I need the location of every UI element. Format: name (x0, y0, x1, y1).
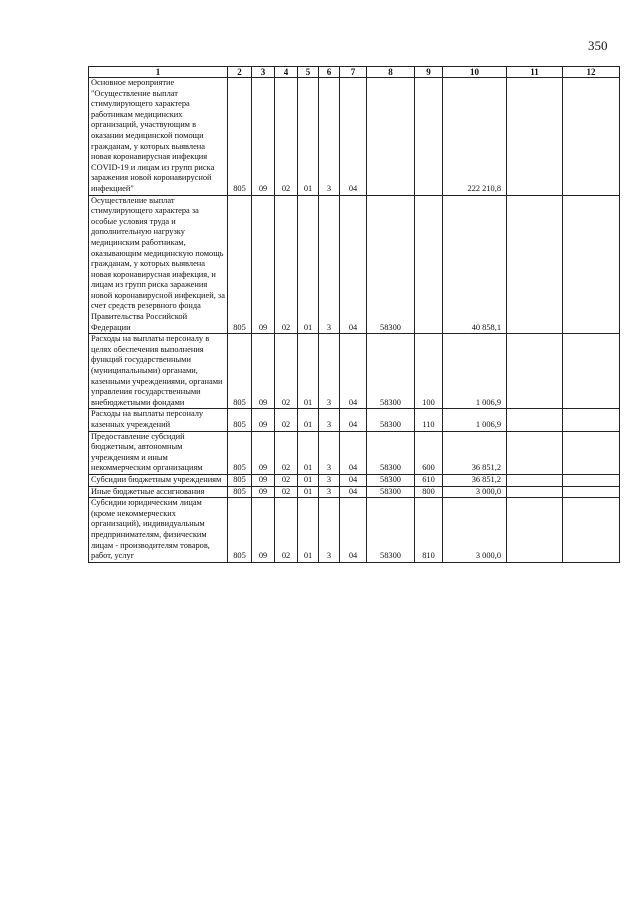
col-header: 7 (340, 67, 367, 78)
page-number: 350 (588, 38, 608, 53)
col-header: 1 (89, 67, 228, 78)
col-header: 2 (228, 67, 252, 78)
row-name: Расходы на выплаты персоналу казенных учреждений (89, 409, 228, 431)
cell-c3: 09 (252, 474, 275, 486)
cell-c7: 04 (340, 195, 367, 334)
cell-c10: 40 858,1 (443, 195, 507, 334)
cell-c7: 04 (340, 409, 367, 431)
cell-c7: 04 (340, 334, 367, 409)
table-row (89, 78, 620, 196)
cell-c8: 58300 (367, 431, 415, 474)
cell-c10: 1 006,9 (443, 334, 507, 409)
cell-c11 (507, 486, 563, 498)
cell-c8: 58300 (367, 334, 415, 409)
cell-c8: 58300 (367, 409, 415, 431)
cell-c8 (367, 78, 415, 196)
col-header: 9 (415, 67, 443, 78)
cell-c7: 04 (340, 486, 367, 498)
table-row (89, 498, 620, 563)
row-name: Расходы на выплаты персоналу в целях обеспечения выполнения функций государственными (муниципальными) органами, казенными учреждениями, органами управления государственными внебюджетными фондами (89, 334, 228, 409)
cell-c5: 01 (298, 195, 319, 334)
cell-c2: 805 (228, 486, 252, 498)
cell-c12 (563, 474, 620, 486)
cell-c5: 01 (298, 474, 319, 486)
cell-c12 (563, 486, 620, 498)
cell-c8: 58300 (367, 195, 415, 334)
col-header: 3 (252, 67, 275, 78)
cell-c6: 3 (319, 474, 340, 486)
row-name: Осуществление выплат стимулирующего характера за особые условия труда и дополнительную нагрузку медицинским работникам, оказывающим медицинскую помощь гражданам, у которых выявлена новая коронавирусная инфекция, и лицам из групп риска заражения новой коронавирусной инфекцией, за счет средств резервного фонда Правительства Российской Федерации (89, 195, 228, 334)
col-header: 8 (367, 67, 415, 78)
cell-c10: 1 006,9 (443, 409, 507, 431)
cell-c4: 02 (275, 498, 298, 563)
cell-c7: 04 (340, 78, 367, 196)
cell-c12 (563, 409, 620, 431)
cell-c2: 805 (228, 431, 252, 474)
cell-c5: 01 (298, 486, 319, 498)
cell-c10: 3 000,0 (443, 498, 507, 563)
cell-c9: 100 (415, 334, 443, 409)
cell-c4: 02 (275, 334, 298, 409)
cell-c3: 09 (252, 486, 275, 498)
cell-c11 (507, 334, 563, 409)
cell-c12 (563, 78, 620, 196)
cell-c3: 09 (252, 195, 275, 334)
cell-c6: 3 (319, 78, 340, 196)
cell-c2: 805 (228, 409, 252, 431)
cell-c4: 02 (275, 486, 298, 498)
cell-c9: 810 (415, 498, 443, 563)
row-name: Предоставление субсидий бюджетным, автономным учреждениям и иным некоммерческим организациям (89, 431, 228, 474)
row-name: Субсидии юридическим лицам (кроме некоммерческих организаций), индивидуальным предпринимателям, физическим лицам - производителям товаров, работ, услуг (89, 498, 228, 563)
cell-c5: 01 (298, 409, 319, 431)
cell-c7: 04 (340, 474, 367, 486)
cell-c10: 222 210,8 (443, 78, 507, 196)
cell-c12 (563, 195, 620, 334)
cell-c3: 09 (252, 78, 275, 196)
col-header: 6 (319, 67, 340, 78)
cell-c9: 800 (415, 486, 443, 498)
budget-table (88, 66, 620, 563)
cell-c11 (507, 474, 563, 486)
table-row (89, 431, 620, 474)
cell-c6: 3 (319, 195, 340, 334)
cell-c5: 01 (298, 334, 319, 409)
col-header: 4 (275, 67, 298, 78)
cell-c8: 58300 (367, 474, 415, 486)
row-name: Субсидии бюджетным учреждениям (89, 474, 228, 486)
cell-c2: 805 (228, 334, 252, 409)
cell-c6: 3 (319, 431, 340, 474)
table-row (89, 486, 620, 498)
cell-c2: 805 (228, 195, 252, 334)
cell-c11 (507, 78, 563, 196)
cell-c11 (507, 195, 563, 334)
cell-c8: 58300 (367, 498, 415, 563)
cell-c5: 01 (298, 431, 319, 474)
table-row (89, 474, 620, 486)
cell-c7: 04 (340, 498, 367, 563)
table-row (89, 409, 620, 431)
cell-c5: 01 (298, 498, 319, 563)
cell-c9 (415, 195, 443, 334)
cell-c9: 110 (415, 409, 443, 431)
col-header: 12 (563, 67, 620, 78)
cell-c6: 3 (319, 498, 340, 563)
table-row (89, 334, 620, 409)
cell-c9: 600 (415, 431, 443, 474)
cell-c4: 02 (275, 78, 298, 196)
cell-c3: 09 (252, 409, 275, 431)
cell-c9 (415, 78, 443, 196)
cell-c10: 36 851,2 (443, 431, 507, 474)
cell-c3: 09 (252, 498, 275, 563)
col-header: 10 (443, 67, 507, 78)
cell-c2: 805 (228, 78, 252, 196)
cell-c8: 58300 (367, 486, 415, 498)
cell-c12 (563, 498, 620, 563)
cell-c2: 805 (228, 498, 252, 563)
col-header: 5 (298, 67, 319, 78)
cell-c10: 36 851,2 (443, 474, 507, 486)
cell-c6: 3 (319, 334, 340, 409)
cell-c12 (563, 431, 620, 474)
header-row (89, 67, 620, 78)
cell-c2: 805 (228, 474, 252, 486)
row-name: Иные бюджетные ассигнования (89, 486, 228, 498)
cell-c4: 02 (275, 474, 298, 486)
cell-c4: 02 (275, 409, 298, 431)
cell-c12 (563, 334, 620, 409)
cell-c9: 610 (415, 474, 443, 486)
cell-c11 (507, 409, 563, 431)
cell-c11 (507, 498, 563, 563)
row-name: Основное мероприятие "Осуществление выплат стимулирующего характера работникам медицинских организаций, участвующим в оказании медицинской помощи гражданам, у которых выявлена новая коронавирусная инфекция COVID-19 и лицам из групп риска заражения новой коронавирусной инфекцией" (89, 78, 228, 196)
cell-c4: 02 (275, 195, 298, 334)
cell-c5: 01 (298, 78, 319, 196)
cell-c10: 3 000,0 (443, 486, 507, 498)
cell-c3: 09 (252, 431, 275, 474)
col-header: 11 (507, 67, 563, 78)
cell-c3: 09 (252, 334, 275, 409)
cell-c11 (507, 431, 563, 474)
table-row (89, 195, 620, 334)
cell-c7: 04 (340, 431, 367, 474)
cell-c4: 02 (275, 431, 298, 474)
cell-c6: 3 (319, 409, 340, 431)
cell-c6: 3 (319, 486, 340, 498)
